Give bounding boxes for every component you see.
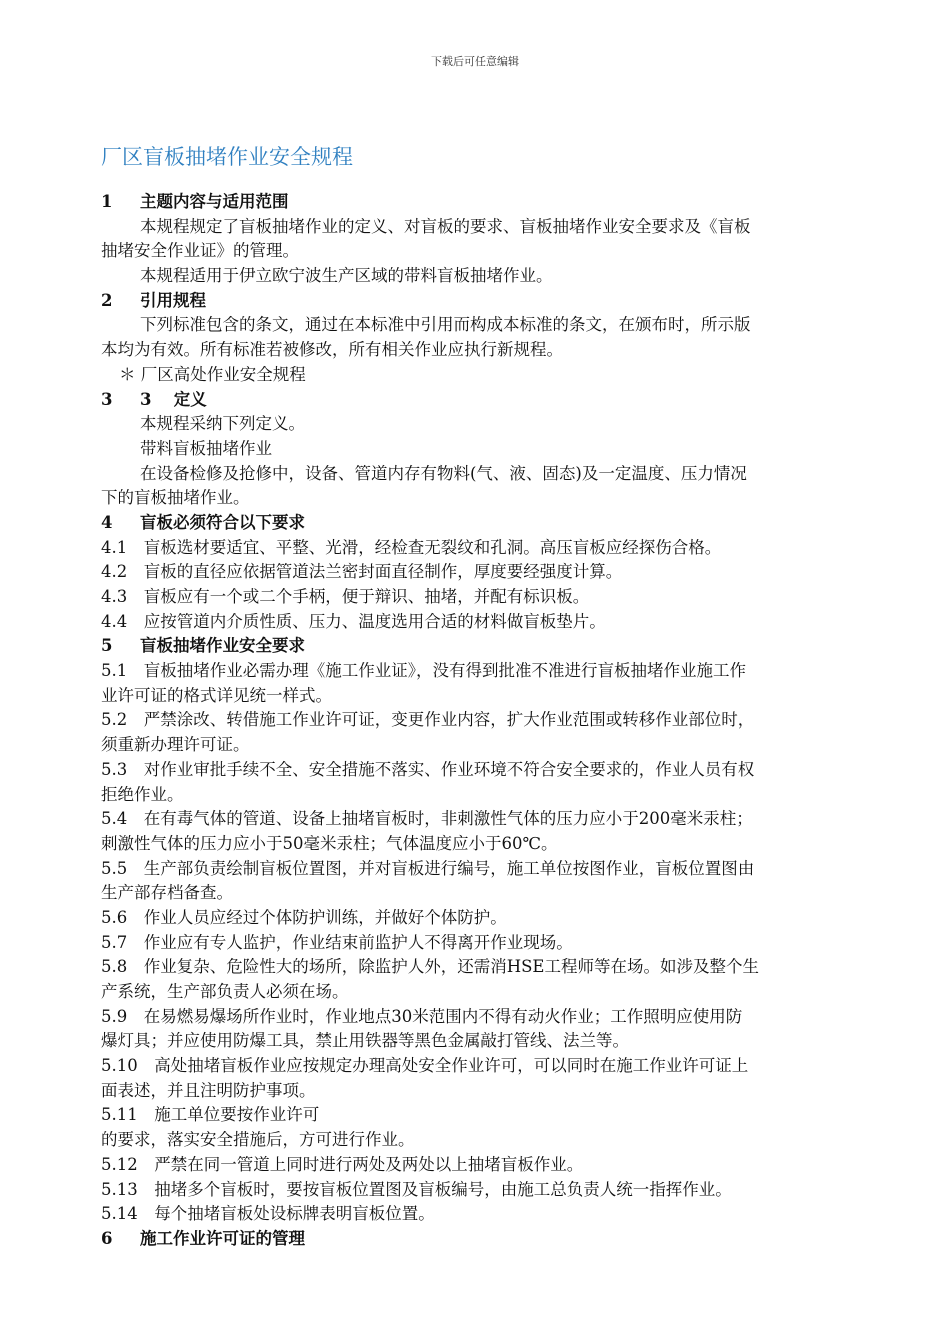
- body-text-line: 5.9 在易燃易爆场所作业时，作业地点30米范围内不得有动火作业；工作照明应使用防: [101, 1006, 743, 1026]
- section-number: 3: [101, 389, 113, 409]
- document-title: 厂区盲板抽堵作业安全规程: [101, 145, 353, 169]
- body-text-line: 5.11 施工单位要按作业许可: [101, 1105, 320, 1125]
- section-heading: [101, 289, 861, 314]
- body-text-line: 生产部存档备查。: [101, 883, 233, 903]
- body-text-line: 刺激性气体的压力应小于50毫米汞柱；气体温度应小于60℃。: [101, 833, 558, 853]
- section-number: 6: [101, 1228, 113, 1248]
- body-text-line: 下的盲板抽堵作业。: [101, 488, 250, 508]
- document-body: [101, 190, 861, 1252]
- body-text-line: 4.3 盲板应有一个或二个手柄，便于辩识、抽堵，并配有标识板。: [101, 587, 590, 606]
- body-text-line: 本均为有效。所有标准若被修改，所有相关作业应执行新规程。: [101, 340, 563, 360]
- body-text-line: 产系统，生产部负责人必须在场。: [101, 982, 349, 1001]
- body-text-line: 4.4 应按管道内介质性质、压力、温度选用合适的材料做盲板垫片。: [101, 611, 606, 631]
- page-header: 下载后可任意编辑: [431, 55, 519, 68]
- body-text-line: 下列标准包含的条文，通过在本标准中引用而构成本标准的条文，在颁布时，所示版: [140, 315, 751, 335]
- body-text-line: 5.4 在有毒气体的管道、设备上抽堵盲板时，非刺激性气体的压力应小于200毫米汞柱；: [101, 809, 753, 829]
- body-text-line: 5.6 作业人员应经过个体防护训练，并做好个体防护。: [101, 907, 507, 927]
- body-text-line: 面表述，并且注明防护事项。: [101, 1080, 316, 1100]
- section-heading-text: 施工作业许可证的管理: [140, 1228, 305, 1248]
- body-text-line: 5.8 作业复杂、危险性大的场所，除监护人外，还需消HSE工程师等在场。如涉及整个生: [101, 957, 759, 977]
- body-text-line: 4.1 盲板选材要适宜、平整、光滑，经检查无裂纹和孔洞。高压盲板应经探伤合格。: [101, 537, 722, 557]
- section-heading-text: 盲板必须符合以下要求: [140, 512, 305, 532]
- body-text-line: 5.13 抽堵多个盲板时，要按盲板位置图及盲板编号，由施工总负责人统一指挥作业。: [101, 1179, 732, 1199]
- section-heading: [101, 388, 861, 413]
- section-heading: [101, 1227, 861, 1252]
- section-number: 1: [101, 192, 113, 211]
- body-text-line: 在设备检修及抢修中，设备、管道内存有物料(气、液、固态)及一定温度、压力情况: [140, 463, 747, 483]
- section-heading-text: 盲板抽堵作业安全要求: [140, 636, 305, 656]
- body-text-line: 本规程适用于伊立欧宁波生产区域的带料盲板抽堵作业。: [140, 266, 553, 286]
- body-text-line: 5.5 生产部负责绘制盲板位置图，并对盲板进行编号，施工单位按图作业，盲板位置图由: [101, 858, 755, 878]
- section-number: 5: [101, 636, 113, 656]
- body-text-line: 拒绝作业。: [101, 784, 184, 804]
- section-heading: [101, 511, 861, 536]
- section-number: 4: [101, 512, 113, 532]
- body-text-line: 5.1 盲板抽堵作业必需办理《施工作业证》，没有得到批准不准进行盲板抽堵作业施工作: [101, 661, 746, 681]
- body-text-line: 业许可证的格式详见统一样式。: [101, 685, 332, 705]
- body-text-line: 5.3 对作业审批手续不全、安全措施不落实、作业环境不符合安全要求的，作业人员有权: [101, 759, 755, 779]
- body-text-line: 5.7 作业应有专人监护，作业结束前监护人不得离开作业现场。: [101, 932, 573, 952]
- section-heading: [101, 634, 861, 659]
- section-heading: [101, 190, 861, 215]
- body-text-line: 5.2 严禁涂改、转借施工作业许可证，变更作业内容，扩大作业范围或转移作业部位时，: [101, 710, 755, 730]
- section-number: 2: [101, 290, 113, 310]
- body-text-line: 抽堵安全作业证》的管理。: [101, 241, 299, 261]
- reference-item: ＊ 厂区高处作业安全规程: [119, 364, 306, 384]
- body-text-line: 5.12 严禁在同一管道上同时进行两处及两处以上抽堵盲板作业。: [101, 1154, 584, 1174]
- body-text-line: 须重新办理许可证。: [101, 735, 250, 755]
- body-text-line: 爆灯具；并应使用防爆工具，禁止用铁器等黑色金属敲打管线、法兰等。: [101, 1031, 629, 1051]
- body-text-line: 的要求，落实安全措施后，方可进行作业。: [101, 1130, 415, 1150]
- section-heading-text: 主题内容与适用范围: [140, 192, 289, 211]
- body-text-line: 5.10 高处抽堵盲板作业应按规定办理高处安全作业许可，可以同时在施工作业许可证上: [101, 1056, 749, 1076]
- body-text-line: 本规程规定了盲板抽堵作业的定义、对盲板的要求、盲板抽堵作业安全要求及《盲板: [140, 216, 751, 236]
- body-text-line: 4.2 盲板的直径应依据管道法兰密封面直径制作，厚度要经强度计算。: [101, 562, 623, 582]
- section-heading-text: 引用规程: [140, 290, 206, 310]
- section-heading-text: 3 定义: [140, 389, 207, 409]
- body-text-line: 5.14 每个抽堵盲板处设标牌表明盲板位置。: [101, 1204, 435, 1224]
- body-text-line: 带料盲板抽堵作业: [140, 438, 272, 458]
- body-text-line: 本规程采纳下列定义。: [140, 414, 305, 434]
